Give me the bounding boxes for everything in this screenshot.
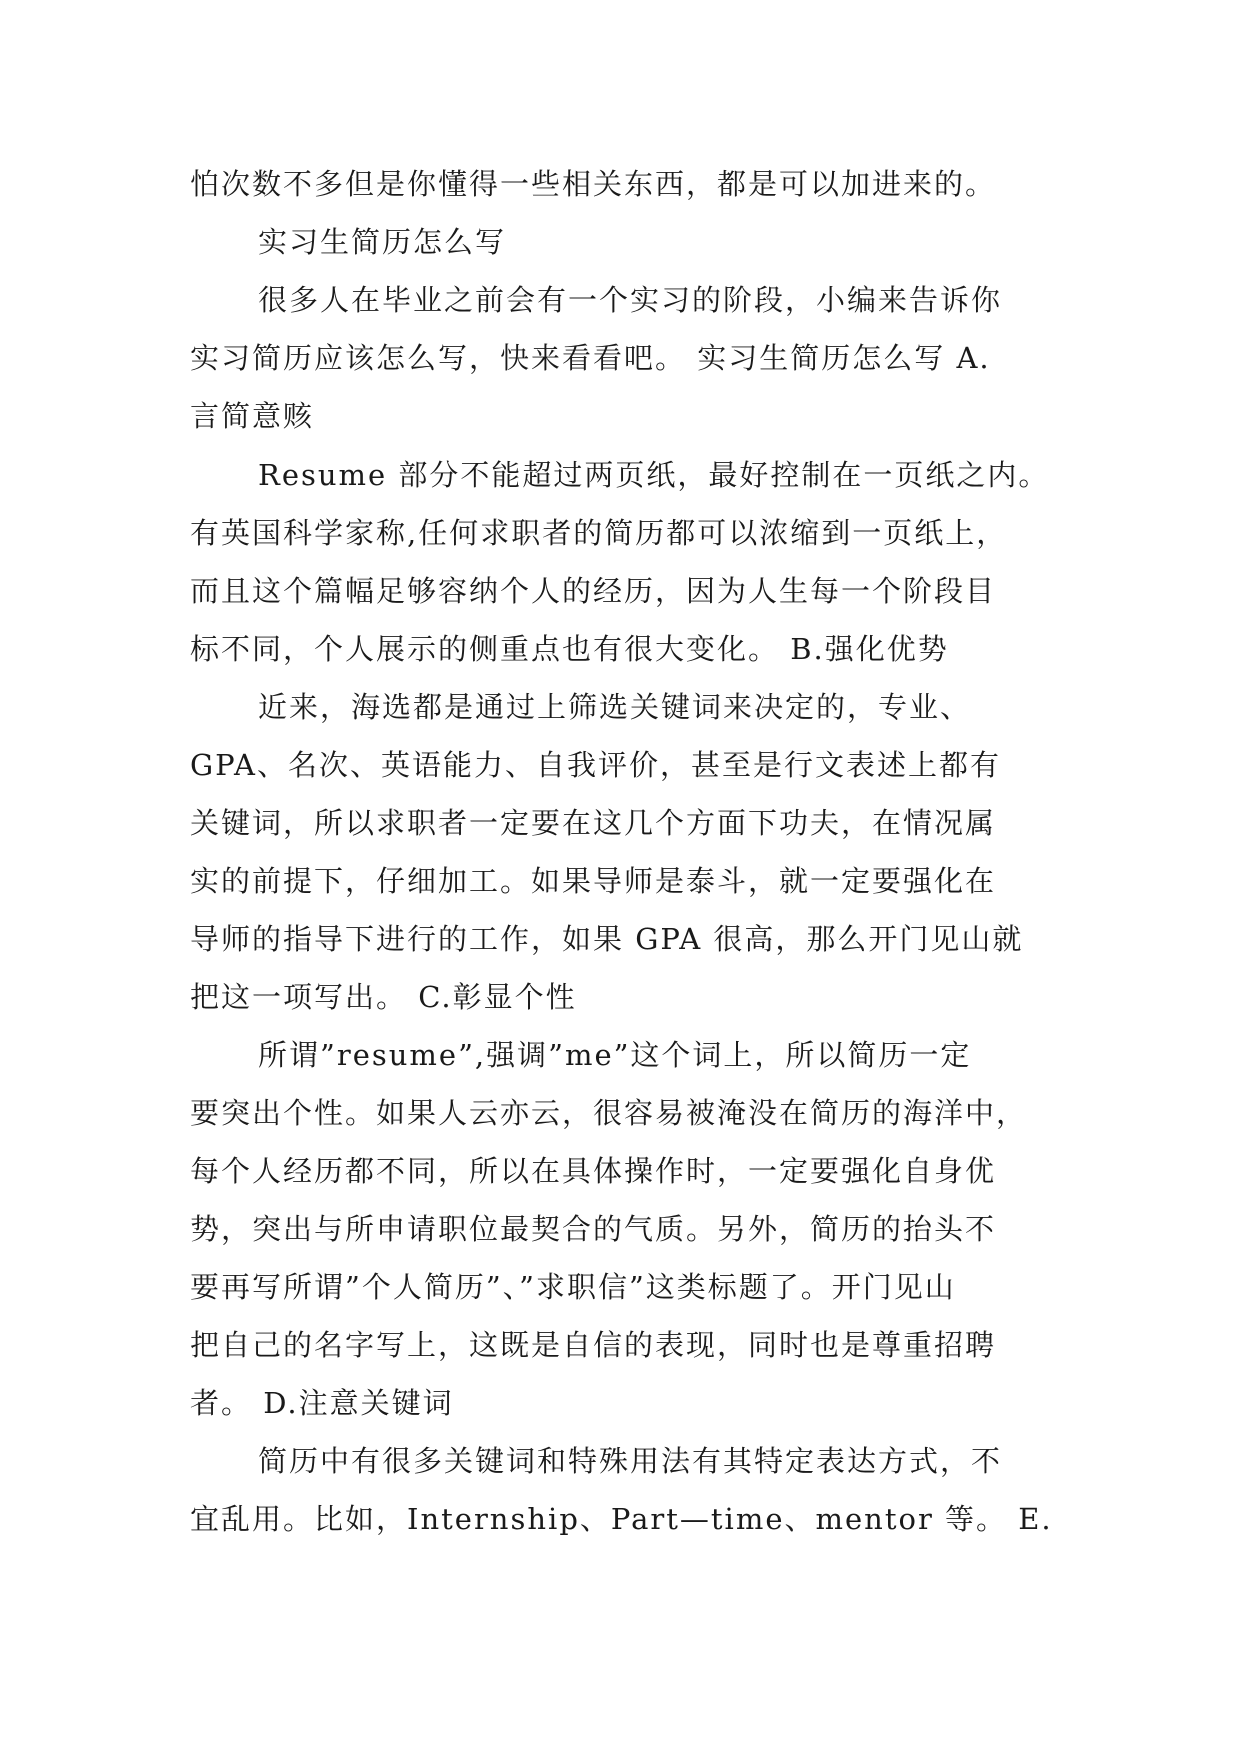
text-line: 实习简历应该怎么写，快来看看吧。 实习生简历怎么写 A.: [190, 341, 991, 375]
text-line: 所谓”resume”,强调”me”这个词上，所以简历一定: [258, 1038, 972, 1072]
text-line: 言简意赅: [190, 399, 315, 433]
text-line: 每个人经历都不同，所以在具体操作时，一定要强化自身优: [190, 1154, 997, 1188]
text-line: 有英国科学家称,任何求职者的简历都可以浓缩到一页纸上，: [190, 516, 1008, 550]
text-line: 标不同，个人展示的侧重点也有很大变化。 B.强化优势: [190, 632, 949, 666]
text-line: 者。 D.注意关键词: [190, 1386, 454, 1420]
text-line: 宜乱用。比如，Internship、Part—time、mentor 等。 E.: [190, 1502, 1053, 1536]
text-line: 近来，海选都是通过上筛选关键词来决定的，专业、: [258, 690, 972, 724]
text-line: 怕次数不多但是你懂得一些相关东西，都是可以加进来的。: [190, 167, 997, 201]
text-line: Resume 部分不能超过两页纸，最好控制在一页纸之内。: [258, 458, 1050, 492]
text-line: 很多人在毕业之前会有一个实习的阶段，小编来告诉你: [258, 283, 1003, 317]
text-line: 导师的指导下进行的工作，如果 GPA 很高，那么开门见山就: [190, 922, 1024, 956]
text-line: 简历中有很多关键词和特殊用法有其特定表达方式，不: [258, 1444, 1003, 1478]
text-line: 而且这个篇幅足够容纳个人的经历，因为人生每一个阶段目: [190, 574, 997, 608]
section-heading: 实习生简历怎么写: [258, 225, 507, 259]
text-line: GPA、名次、英语能力、自我评价，甚至是行文表述上都有: [190, 748, 1001, 782]
text-line: 势，突出与所申请职位最契合的气质。另外，简历的抬头不: [190, 1212, 997, 1246]
text-line: 把这一项写出。 C.彰显个性: [190, 980, 577, 1014]
text-line: 实的前提下，仔细加工。如果导师是泰斗，就一定要强化在: [190, 864, 997, 898]
text-line: 要再写所谓”个人简历”、”求职信”这类标题了。开门见山: [190, 1270, 956, 1304]
text-line: 关键词，所以求职者一定要在这几个方面下功夫，在情况属: [190, 806, 997, 840]
text-line: 把自己的名字写上，这既是自信的表现，同时也是尊重招聘: [190, 1328, 997, 1362]
text-line: 要突出个性。如果人云亦云，很容易被淹没在简历的海洋中，: [190, 1096, 1028, 1130]
